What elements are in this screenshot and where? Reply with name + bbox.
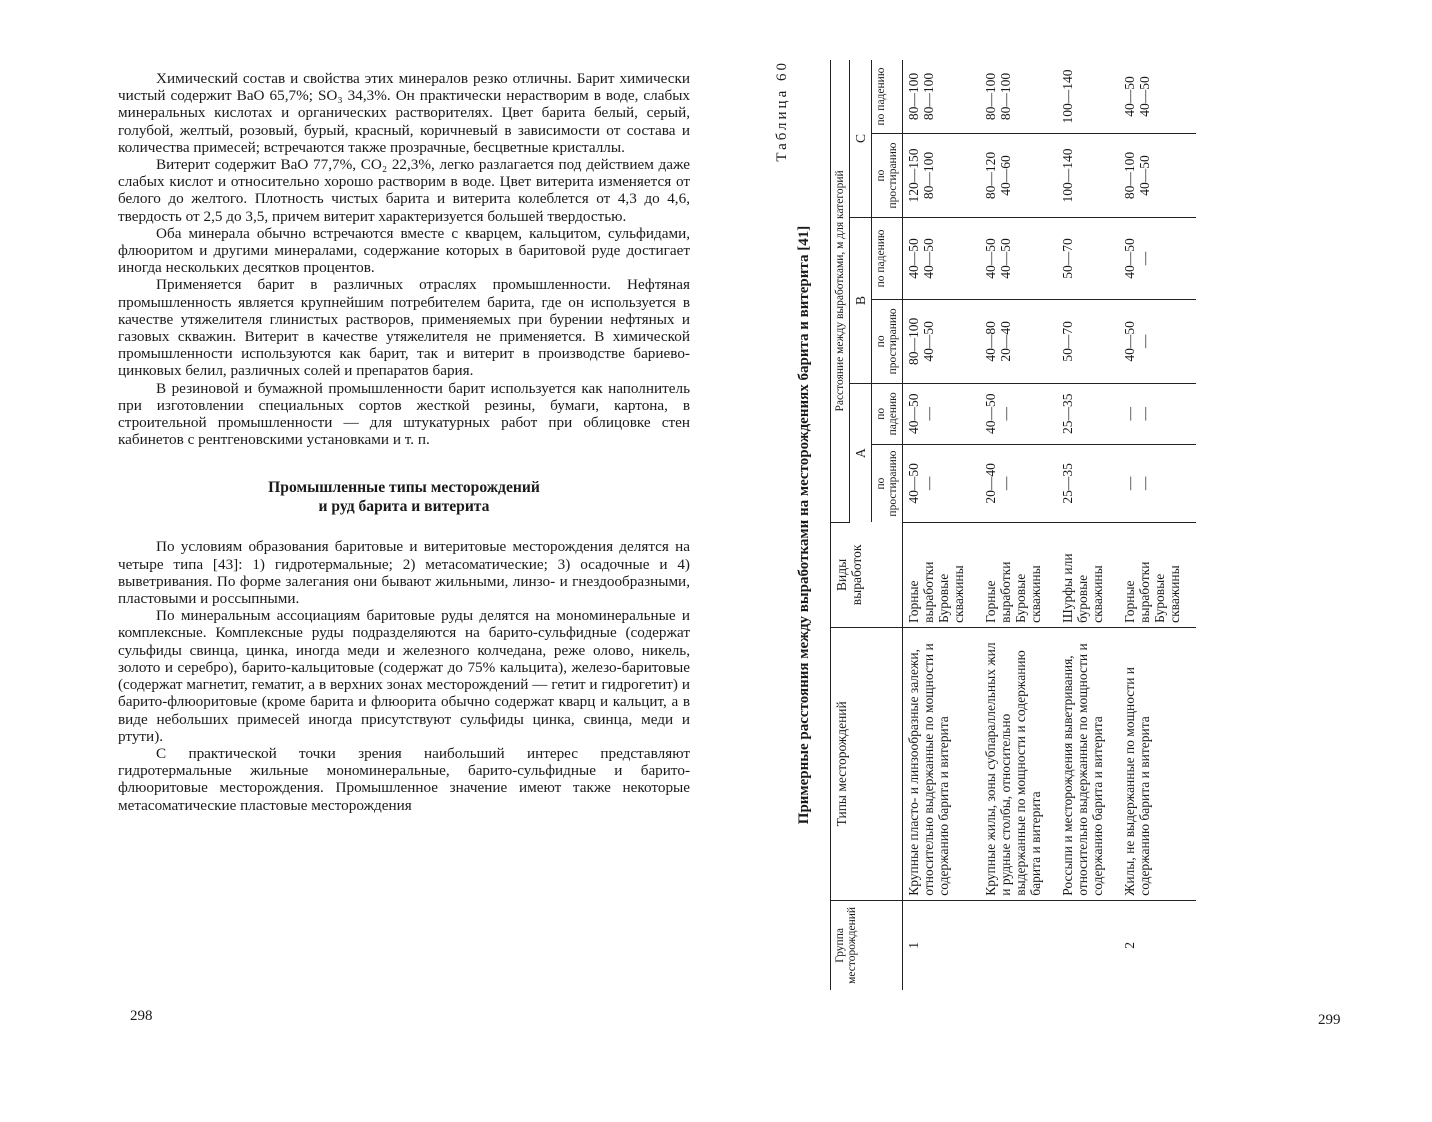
cell-group: 2	[1122, 942, 1137, 949]
paragraph: По минеральным ассоциациям баритовые руды делятся на мономинеральные и комплексные. Комплексные руды подразделяются на барито-сульфидные (содержат сульфиды свинца, цинка, иногда меди и железного колчедана, реже олово, никель, золото и серебро), барито-кальцитовые (содержат до 75% кальцита), железо-баритовые (содержат магнетит, гематит, а в верхних зонах месторождений — гетит и гидрогетит) и барито-флюоритовые (кроме барита и флюорита обычно содержат кварц и кальцит, а в виде небольших примесей иногда присутствуют сульфиды цинка, свинца, меди и ртути).	[118, 607, 690, 745]
cell-works: Горные выработки Буровые скважины	[980, 522, 1057, 627]
header-dip: по падению	[872, 60, 903, 134]
header-works: Виды выработок	[831, 522, 903, 627]
header-strike: по простиранию	[872, 134, 903, 218]
header-strike: по простиранию	[872, 444, 903, 522]
cell-type: Жилы, не выдержанные по мощности и содержанию барита и витерита	[1119, 627, 1196, 900]
header-group: Группа месторождений	[831, 900, 903, 990]
header-dip: по падению	[872, 383, 903, 444]
table-caption: Примерные расстояния между выработками на месторождениях барита и витерита [41]	[796, 225, 812, 825]
cell-b-dip: 40—50 —	[1119, 218, 1196, 300]
cell-type: Крупные пласто- и линзообразные залежи, относительно выдержанные по мощности и содержанию барита и витерита	[903, 627, 981, 900]
rotated-table-block	[774, 60, 1350, 990]
cell-group	[1057, 900, 1119, 990]
paragraph: С практической точки зрения наибольший интерес представляют гидротермальные жильные мономинеральные, барито-сульфидные и барито-флюоритовые месторождения. Промышленное значение имеют также некоторые метасоматические пластовые месторождения	[118, 744, 690, 814]
page-number-left: 298	[130, 1008, 153, 1024]
cell-a-strike: — —	[1119, 444, 1196, 522]
cell-c-strike: 120—150 80—100	[903, 134, 981, 218]
heading-line: и руд барита и витерита	[318, 498, 490, 516]
table-row	[1057, 60, 1119, 990]
cell-works: Шурфы или буровые скважины	[1057, 522, 1119, 627]
cell-b-strike: 40—80 20—40	[980, 299, 1057, 383]
heading-line: Промышленные типы месторождений	[268, 479, 540, 497]
cell-c-dip: 40—50 40—50	[1119, 60, 1196, 134]
cell-b-strike: 40—50 —	[1119, 299, 1196, 383]
cell-b-dip: 40—50 40—50	[903, 218, 981, 300]
cell-works: Горные выработки Буровые скважины	[1119, 522, 1196, 627]
header-cat-c: C	[850, 60, 872, 218]
cell-a-dip: 25—35	[1057, 383, 1119, 444]
cell-group	[980, 900, 1057, 990]
cell-c-dip: 80—100 80—100	[903, 60, 981, 134]
cell-c-dip: 80—100 80—100	[980, 60, 1057, 134]
cell-b-dip: 40—50 40—50	[980, 218, 1057, 300]
cell-a-dip: 40—50 —	[903, 383, 981, 444]
cell-a-strike: 25—35	[1057, 444, 1119, 522]
paragraph: Химический состав и свойства этих минералов резко отличны. Барит химически чистый содержит BaO 65,7%; SO₃ 34,3%. Он практически нерастворим в воде, слабых минеральных кислотах и органических растворителях. Цвет барита белый, серый, голубой, желтый, розовый, бурый, красный, коричневый в зависимости от состава и количества примесей; встречаются также прозрачные, бесцветные кристаллы.	[118, 70, 690, 156]
table-label: Таблица 60	[774, 60, 790, 162]
table-row	[980, 60, 1057, 990]
paragraph: Витерит содержит BaO 77,7%, CO₂ 22,3%, легко разлагается под действием даже слабых кислот и относительно хорошо растворим в воде. Цвет витерита изменяется от белого до желтого. Плотность чистых барита и витерита колеблется от 4,3 до 4,6, твердость от 2,5 до 3,5, причем витерит характеризуется большей твердостью.	[118, 156, 690, 225]
left-page	[118, 70, 690, 814]
paragraph: Применяется барит в различных отраслях промышленности. Нефтяная промышленность является крупнейшим потребителем барита, где он используется в качестве утяжелителя глинистых растворов, применяемых при бурении нефтяных и газовых скважин. Витерит в качестве утяжелителя не применяется. В химической промышленности используются как барит, так и витерит в производстве бариево-цинковых белил, различных солей и препаратов бария.	[118, 276, 690, 380]
header-distance: Расстояние между выработками, м для категорий	[831, 60, 850, 522]
cell-c-strike: 100—140	[1057, 134, 1119, 218]
cell-a-strike: 40—50 —	[903, 444, 981, 522]
cell-group: 1	[906, 942, 921, 949]
page-number-right: 299	[1318, 1012, 1341, 1028]
cell-b-dip: 50—70	[1057, 218, 1119, 300]
cell-a-dip: 40—50 —	[980, 383, 1057, 444]
table-row	[1119, 60, 1196, 990]
cell-c-strike: 80—100 40—50	[1119, 134, 1196, 218]
cell-c-strike: 80—120 40—60	[980, 134, 1057, 218]
header-strike: по простиранию	[872, 299, 903, 383]
cell-a-dip: — —	[1119, 383, 1196, 444]
table-row	[903, 60, 981, 990]
cell-type: Россыпи и месторождения выветривания, относительно выдержанные по мощности и содержанию барита и витерита	[1057, 627, 1119, 900]
cell-type: Крупные жилы, зоны субпараллельных жил и рудные столбы, относительно выдержанные по мощности и содержанию барита и витерита	[980, 627, 1057, 900]
header-cat-a: A	[850, 383, 872, 522]
cell-works: Горные выработки Буровые скважины	[903, 522, 981, 627]
section-heading	[118, 478, 690, 516]
paragraph: По условиям образования баритовые и витеритовые месторождения делятся на четыре типа [43]: 1) гидротермальные; 2) метасоматические; 3) осадочные и 4) выветривания. По форме залегания они бывают жильными, линзо- и гнездообразными, пластовыми и россыпными.	[118, 538, 690, 608]
header-dip: по падению	[872, 218, 903, 300]
cell-a-strike: 20—40 —	[980, 444, 1057, 522]
distance-table	[830, 60, 1196, 990]
paragraph: В резиновой и бумажной промышленности барит используется как наполнитель при изготовлении специальных сортов жесткой резины, бумаги, картона, в строительной промышленности — для штукатурных работ при облицовке стен кабинетов с рентгеновскими установками и т. п.	[118, 379, 690, 449]
cell-b-strike: 50—70	[1057, 299, 1119, 383]
cell-b-strike: 80—100 40—50	[903, 299, 981, 383]
table-body	[903, 60, 1197, 990]
header-cat-b: B	[850, 218, 872, 384]
header-types: Типы месторождений	[831, 627, 903, 900]
cell-c-dip: 100—140	[1057, 60, 1119, 134]
paragraph: Оба минерала обычно встречаются вместе с кварцем, кальцитом, сульфидами, флюоритом и другими минералами, содержание которых в баритовой руде достигает иногда нескольких десятков процентов.	[118, 224, 690, 277]
